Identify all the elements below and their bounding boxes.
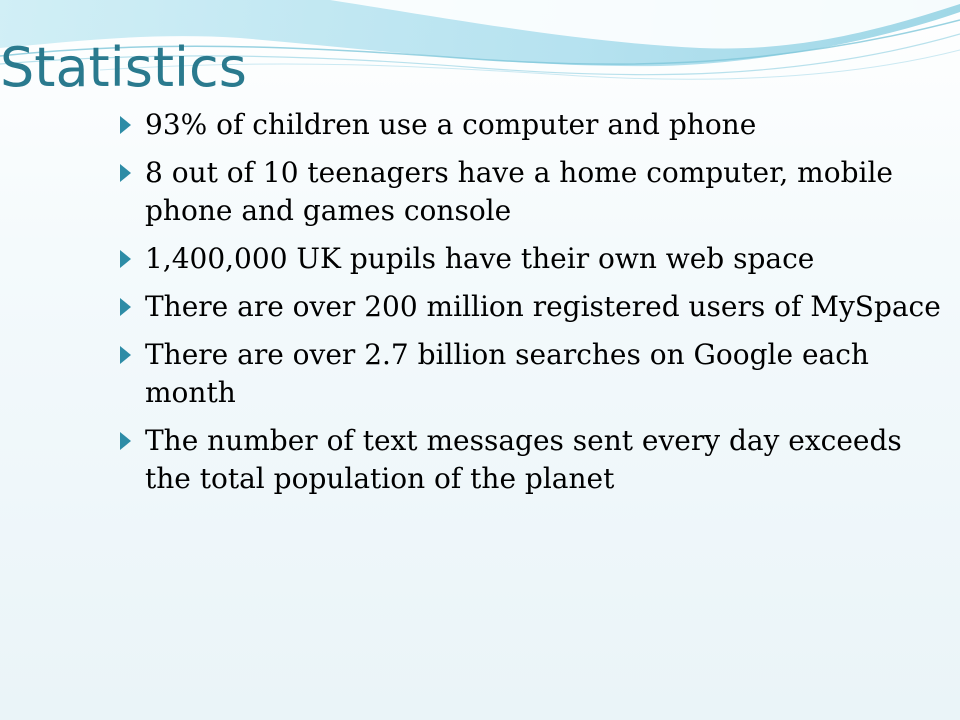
bullet-text: The number of text messages sent every day exceeds the total population of the planet <box>145 424 902 495</box>
triangle-bullet-icon <box>120 346 131 364</box>
bullet-text: There are over 200 million registered users of MySpace <box>145 290 941 323</box>
bullet-text: There are over 2.7 billion searches on Google each month <box>145 338 869 409</box>
triangle-bullet-icon <box>120 432 131 450</box>
slide-title: Statistics <box>0 36 247 99</box>
bullet-text: 1,400,000 UK pupils have their own web space <box>145 242 815 275</box>
bullet-item <box>118 154 948 230</box>
bullet-list <box>118 106 948 508</box>
bullet-item <box>118 240 948 278</box>
bullet-item <box>118 288 948 326</box>
bullet-item <box>118 336 948 412</box>
bullet-item <box>118 106 948 144</box>
triangle-bullet-icon <box>120 164 131 182</box>
bullet-text: 93% of children use a computer and phone <box>145 108 757 141</box>
bullet-text: 8 out of 10 teenagers have a home computer, mobile phone and games console <box>145 156 893 227</box>
triangle-bullet-icon <box>120 250 131 268</box>
triangle-bullet-icon <box>120 298 131 316</box>
triangle-bullet-icon <box>120 116 131 134</box>
bullet-item <box>118 422 948 498</box>
